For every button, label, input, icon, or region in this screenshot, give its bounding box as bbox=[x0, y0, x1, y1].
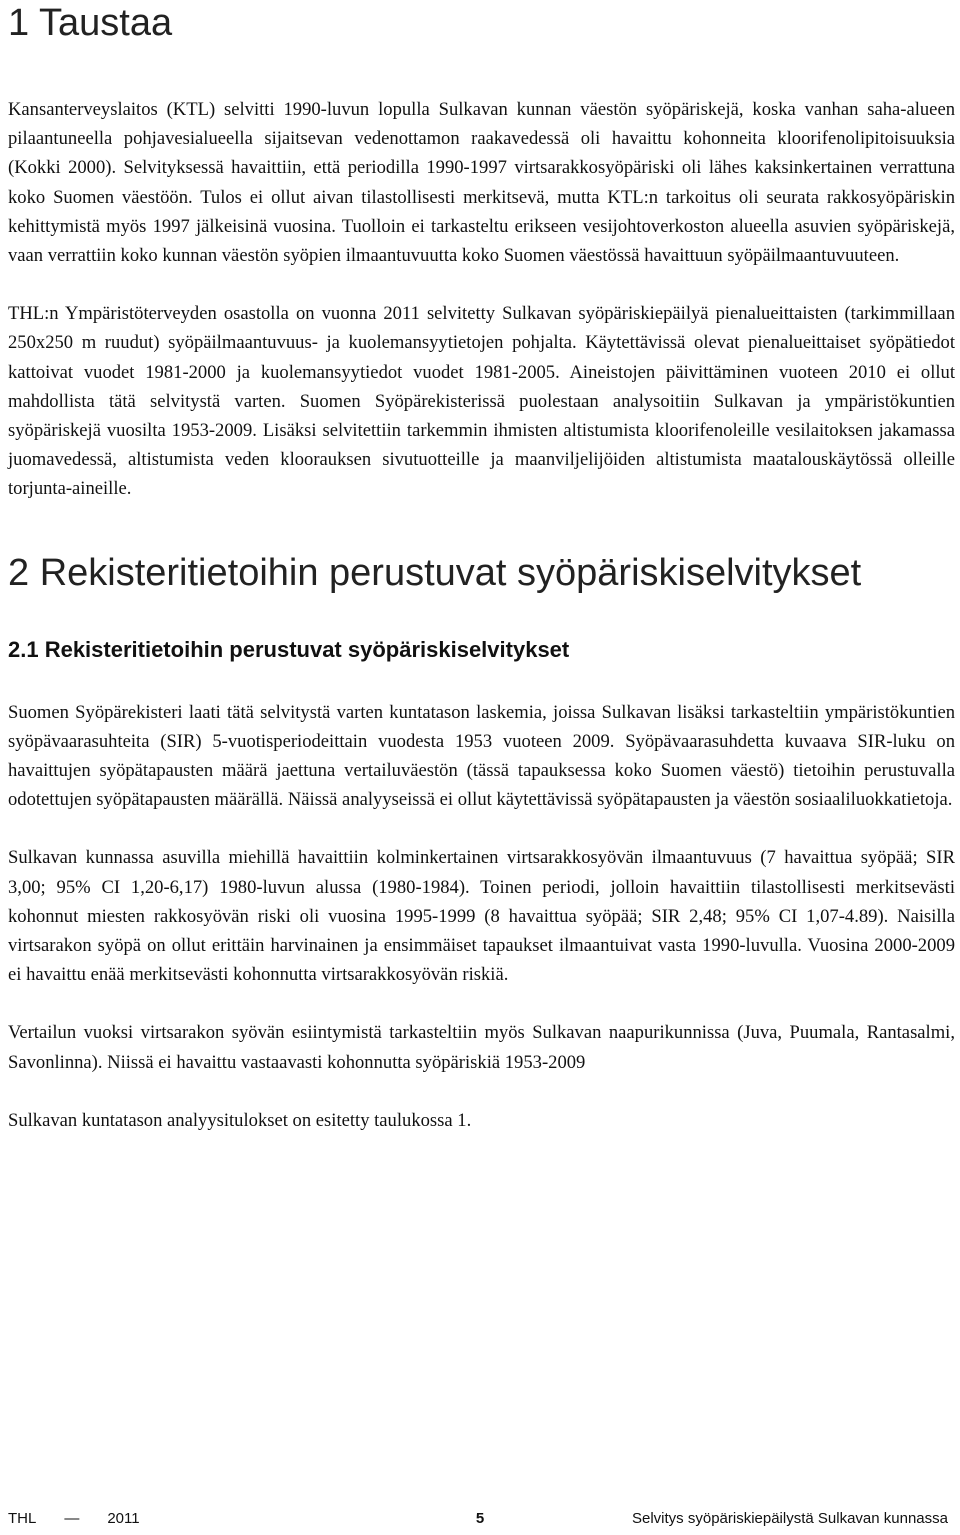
section-1-heading: 1 Taustaa bbox=[8, 2, 173, 44]
section-2-heading: 2 Rekisteritietoihin perustuvat syöpäriskiselvitykset bbox=[8, 551, 862, 594]
section-1-paragraph-1: Kansanterveyslaitos (KTL) selvitti 1990-luvun lopulla Sulkavan kunnan väestön syöpäriskejä, koska vanhan saha-alueen pilaantuneella pohjavesialueella sijaitsevan vedenottamon raakavedessä oli havaittu kohonneita kloorifenolipitoisuuksia (Kokki 2000). Selvityksessä havaittiin, että periodilla 1990-1997 virtsarakkosyöpäriski oli lähes kaksinkertainen verrattuna koko Suomen väestöön. Tulos ei ollut aivan tilastollisesti merkitsevä, mutta KTL:n tarkoitus oli seurata rakkosyöpäriskin kehittymistä myös 1997 jälkeisinä vuosina. Tuolloin ei tarkasteltu erikseen vesijohtoverkoston alueella asuvien syöpäriskejä, vaan verrattiin koko kunnan väestön syöpien ilmaantuvuutta koko Suomen väestössä havaittuun syöpäilmaantuvuuteen. bbox=[8, 99, 955, 267]
footer-publisher: THL bbox=[8, 1510, 37, 1527]
section-2-1-subheading: 2.1 Rekisteritietoihin perustuvat syöpäriskiselvitykset bbox=[8, 636, 570, 662]
section-2-paragraph-3: Vertailun vuoksi virtsarakon syövän esiintymistä tarkasteltiin myös Sulkavan naapurikunnissa (Juva, Puumala, Rantasalmi, Savonlinna). Niissä ei havaittu vastaavasti kohonnutta syöpäriskiä 1953-2009 bbox=[8, 1022, 955, 1073]
section-2-paragraph-2: Sulkavan kunnassa asuvilla miehillä havaittiin kolminkertainen virtsarakkosyövän ilmaantuvuus (7 havaittua syöpää; SIR 3,00; 95% CI 1,20-6,17) 1980-luvun alussa (1980-1984). Toinen periodi, jolloin havaittiin tilastollisesti merkitsevästi kohonnut miesten rakkosyövän riski oli vuosina 1995-1999 (8 havaittua syöpää; SIR 2,48; 95% CI 1,07-4.89). Naisilla virtsarakon syöpä on ollut erittäin harvinainen ja ensimmäiset tapaukset ilmaantuivat vasta 1990-luvulla. Vuosina 2000-2009 ei havaittu enää merkitsevästi kohonnutta virtsarakkosyövän riskiä. bbox=[8, 847, 955, 986]
footer-publisher-year: THL — 2011 bbox=[8, 1510, 140, 1527]
page-footer bbox=[8, 1509, 952, 1529]
section-2-paragraph-1: Suomen Syöpärekisteri laati tätä selvitystä varten kuntatason laskemia, joissa Sulkavan lisäksi tarkasteltiin ympäristökuntien syöpävaarasuhteita (SIR) 5-vuotisperiodeittain vuodesta 1953 vuoteen 2009. Syöpävaarasuhdetta kuvaava SIR-luku on havaittujen syöpätapausten määrä jaettuna vertailuväestön (tässä tapauksessa koko Suomen väestö) tietoihin perustuvalla odotettujen syöpätapausten määrällä. Näissä analyyseissä ei ollut käytettävissä syöpätapausten ja väestön sosiaaliluokkatietoja. bbox=[8, 701, 955, 811]
section-2-paragraph-4: Sulkavan kuntatason analyysitulokset on esitetty taulukossa 1. bbox=[8, 1109, 472, 1131]
document-page bbox=[8, 0, 955, 1164]
footer-document-title: Selvitys syöpäriskiepäilystä Sulkavan kunnassa bbox=[632, 1510, 948, 1527]
footer-page-number: 5 bbox=[475, 1510, 485, 1527]
footer-year: 2011 bbox=[107, 1510, 140, 1527]
section-1-paragraph-2: THL:n Ympäristöterveyden osastolla on vuonna 2011 selvitetty Sulkavan syöpäriskiepäilyä pienalueittaisten (tarkimmillaan 250x250 m ruudut) syöpäilmaantuvuus- ja kuolemansyytietojen pohjalta. Käytettävissä olevat pienalueittaiset syöpätiedot kattoivat vuodet 1981-2000 ja kuolemansyytiedot vuodet 1981-2005. Aineistojen päivittäminen vuoteen 2010 ei ollut mahdollista tätä selvitystä varten. Suomen Syöpärekisterissä puolestaan analysoitiin Sulkavan ja ympäristökuntien syöpäriskejä vuosilta 1953-2009. Lisäksi selvitettiin tarkemmin ihmisten altistumista kloorifenoleille vesilaitoksen jakamassa juomavedessä, altistumista veden kloorauksen sivutuotteille ja maanviljelijöiden altistumista maatalouskäytössä olleille torjunta-aineille. bbox=[8, 303, 955, 500]
